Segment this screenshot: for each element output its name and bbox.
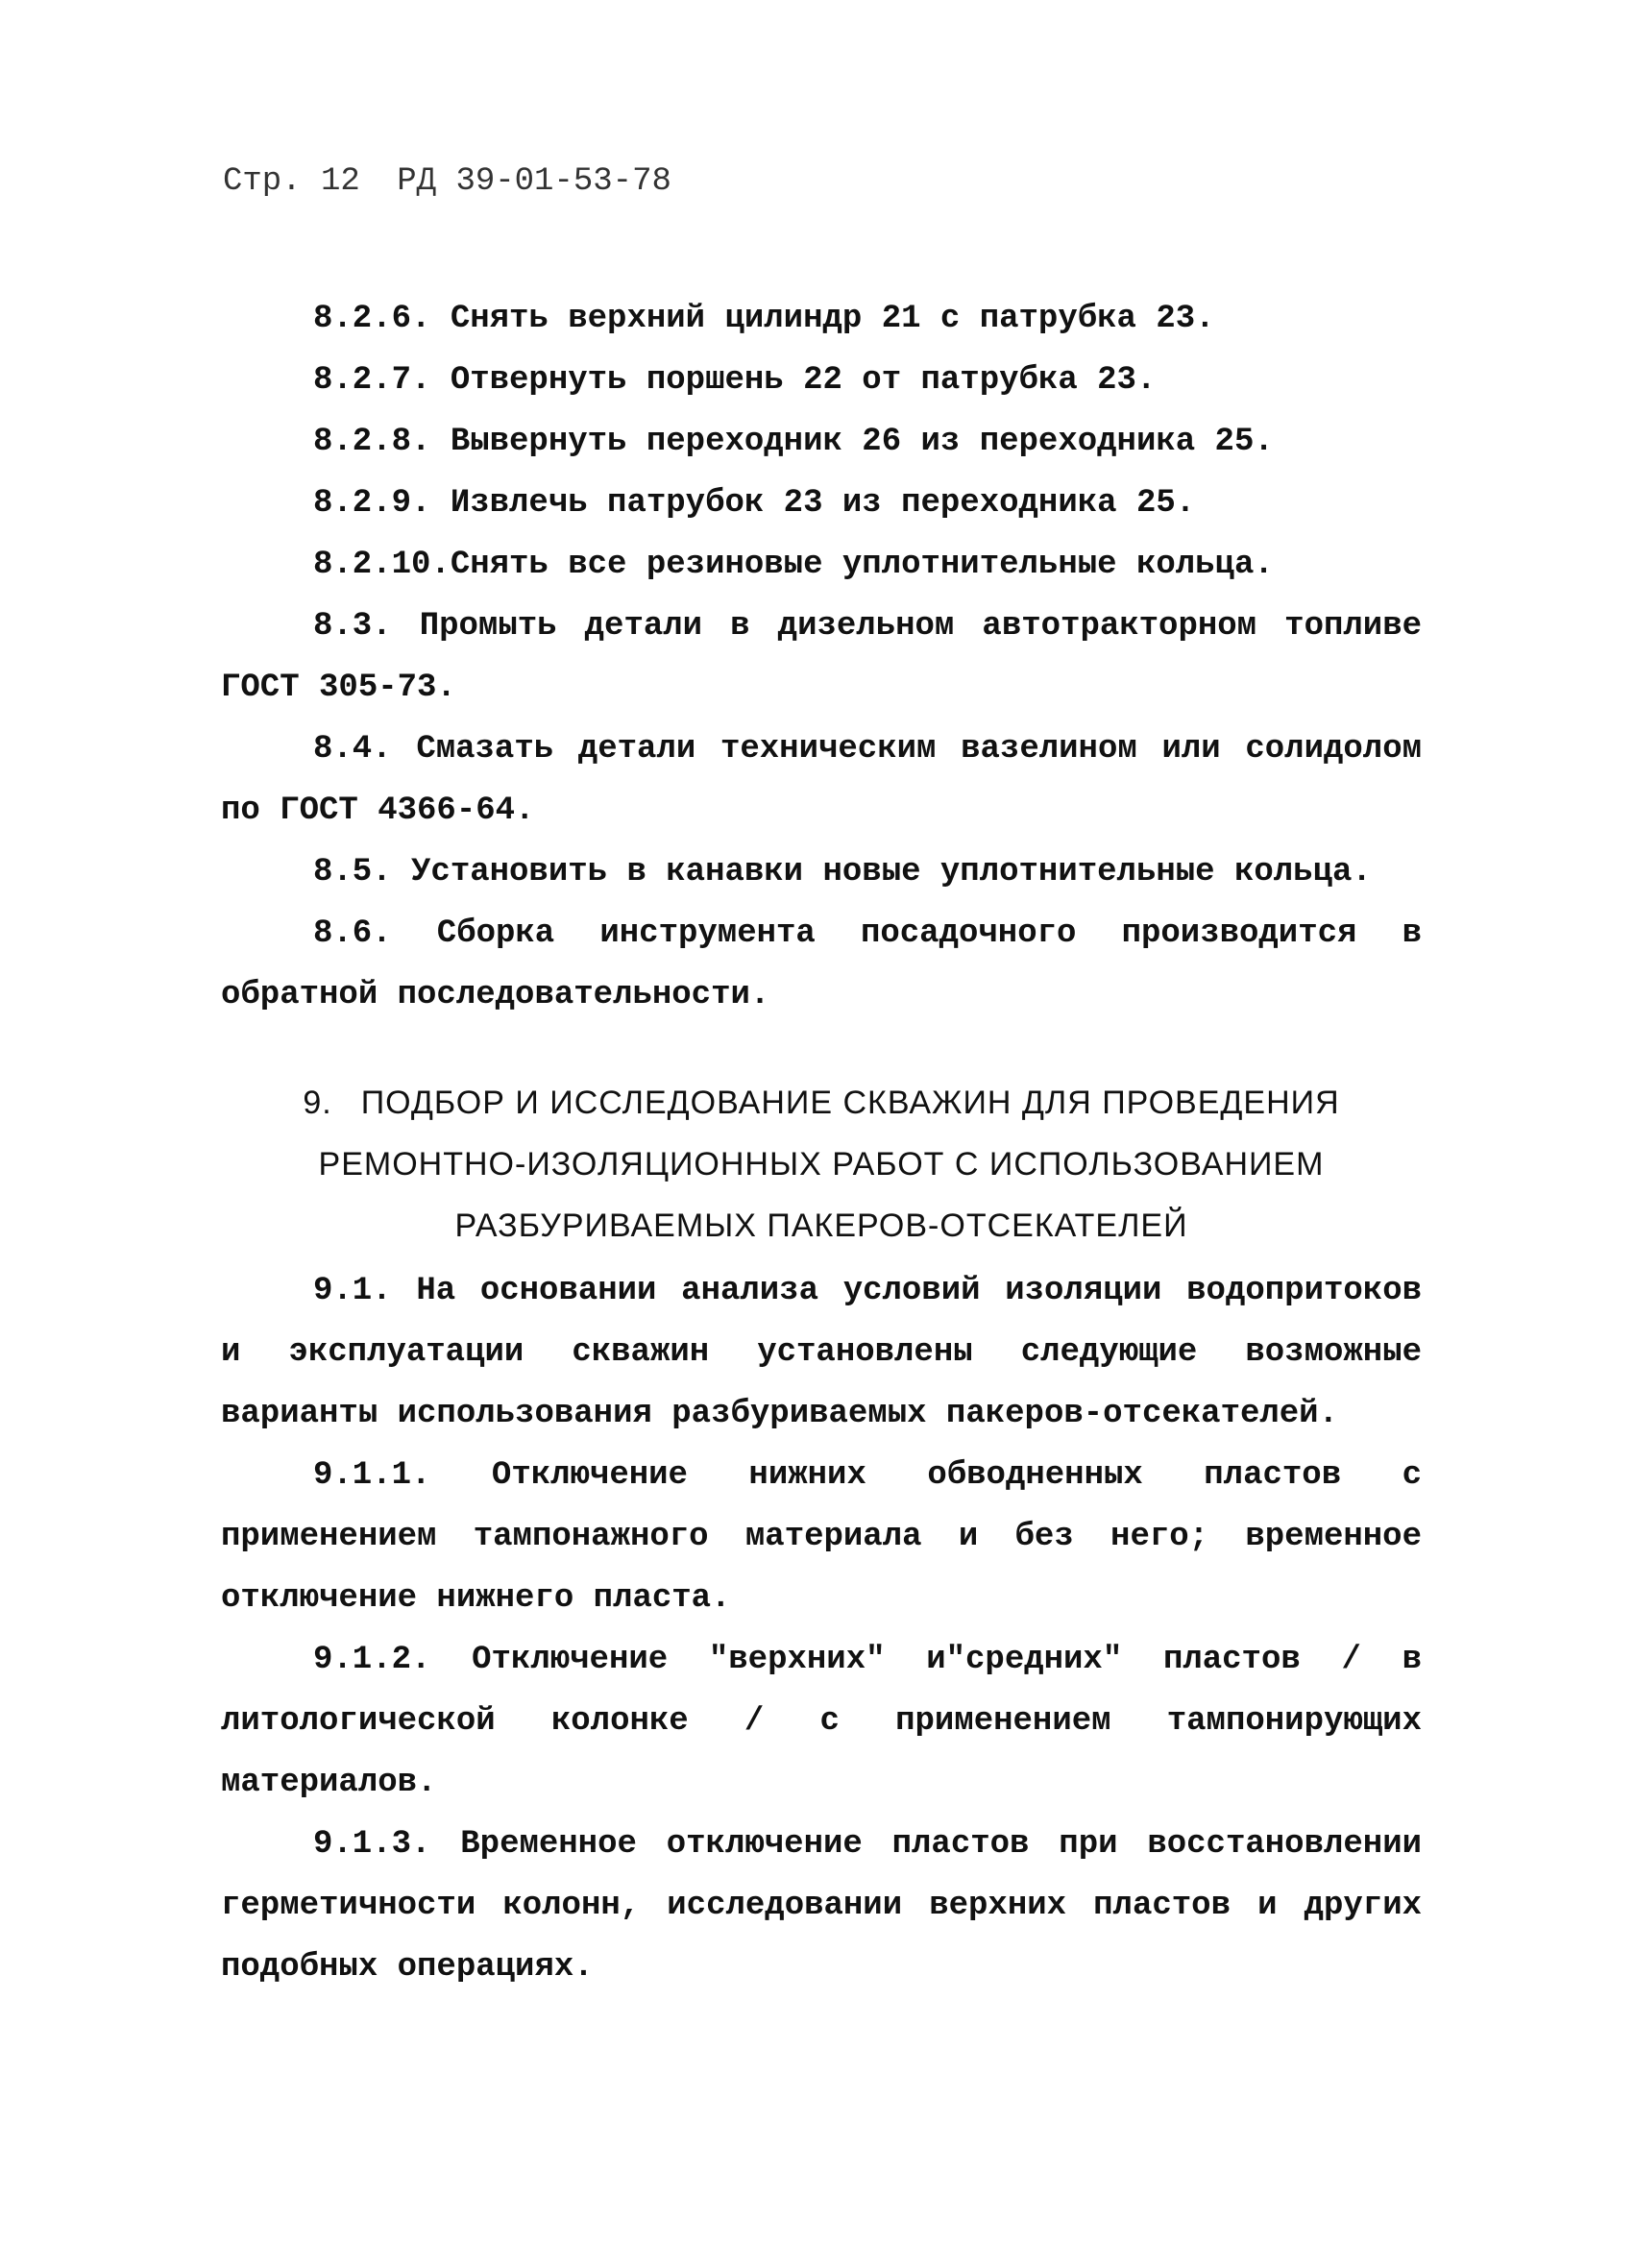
paragraph-8-2-6: 8.2.6. Снять верхний цилиндр 21 с патрубка 23. (313, 301, 1215, 337)
paragraph-9-1: 9.1. На основании анализа условий изоляции водопритоков и эксплуатации скважин установлены следующие возможные варианты использования разбуриваемых пакеров-отсекателей. (221, 1273, 1422, 1432)
paragraph-8-5: 8.5. Установить в канавки новые уплотнительные кольца. (313, 854, 1372, 890)
paragraph-8-2-7: 8.2.7. Отвернуть поршень 22 от патрубка 23. (313, 362, 1157, 399)
document-code: РД 39-01-53-78 (397, 163, 671, 200)
paragraph-8-6: 8.6. Сборка инструмента посадочного производится в обратной последовательности. (221, 915, 1422, 1013)
paragraph-8-4: 8.4. Смазать детали техническим вазелином или солидолом по ГОСТ 4366-64. (221, 731, 1422, 829)
paragraph-9-1-2: 9.1.2. Отключение "верхних" и"средних" пластов / в литологической колонке / с применением тампонирующих материалов. (221, 1642, 1422, 1801)
section-9-title (221, 1072, 1422, 1256)
paragraph-8-2-10: 8.2.10.Снять все резиновые уплотнительные кольца. (313, 547, 1274, 583)
page-number-label: Стр. 12 (223, 163, 360, 200)
document-body (221, 288, 1422, 1998)
page-header (223, 163, 689, 200)
paragraph-9-1-3: 9.1.3. Временное отключение пластов при восстановлении герметичности колонн, исследовании верхних пластов и других подобных операциях. (221, 1826, 1422, 1986)
paragraph-8-2-9: 8.2.9. Извлечь патрубок 23 из переходника 25. (313, 485, 1196, 522)
section-9-title-line-2: РЕМОНТНО-ИЗОЛЯЦИОННЫХ РАБОТ С ИСПОЛЬЗОВАНИЕМ (318, 1146, 1325, 1183)
paragraph-8-3: 8.3. Промыть детали в дизельном автотракторном топливе ГОСТ 305-73. (221, 608, 1422, 706)
section-9-title-line-1: 9. ПОДБОР И ИССЛЕДОВАНИЕ СКВАЖИН ДЛЯ ПРОВЕДЕНИЯ (303, 1085, 1340, 1121)
section-9-title-line-3: РАЗБУРИВАЕМЫХ ПАКЕРОВ-ОТСЕКАТЕЛЕЙ (454, 1207, 1188, 1244)
section-9-number: 9. (303, 1085, 332, 1121)
paragraph-8-2-8: 8.2.8. Вывернуть переходник 26 из переходника 25. (313, 424, 1274, 460)
paragraph-9-1-1: 9.1.1. Отключение нижних обводненных пластов с применением тампонажного материала и без него; временное отключение нижнего пласта. (221, 1457, 1422, 1617)
